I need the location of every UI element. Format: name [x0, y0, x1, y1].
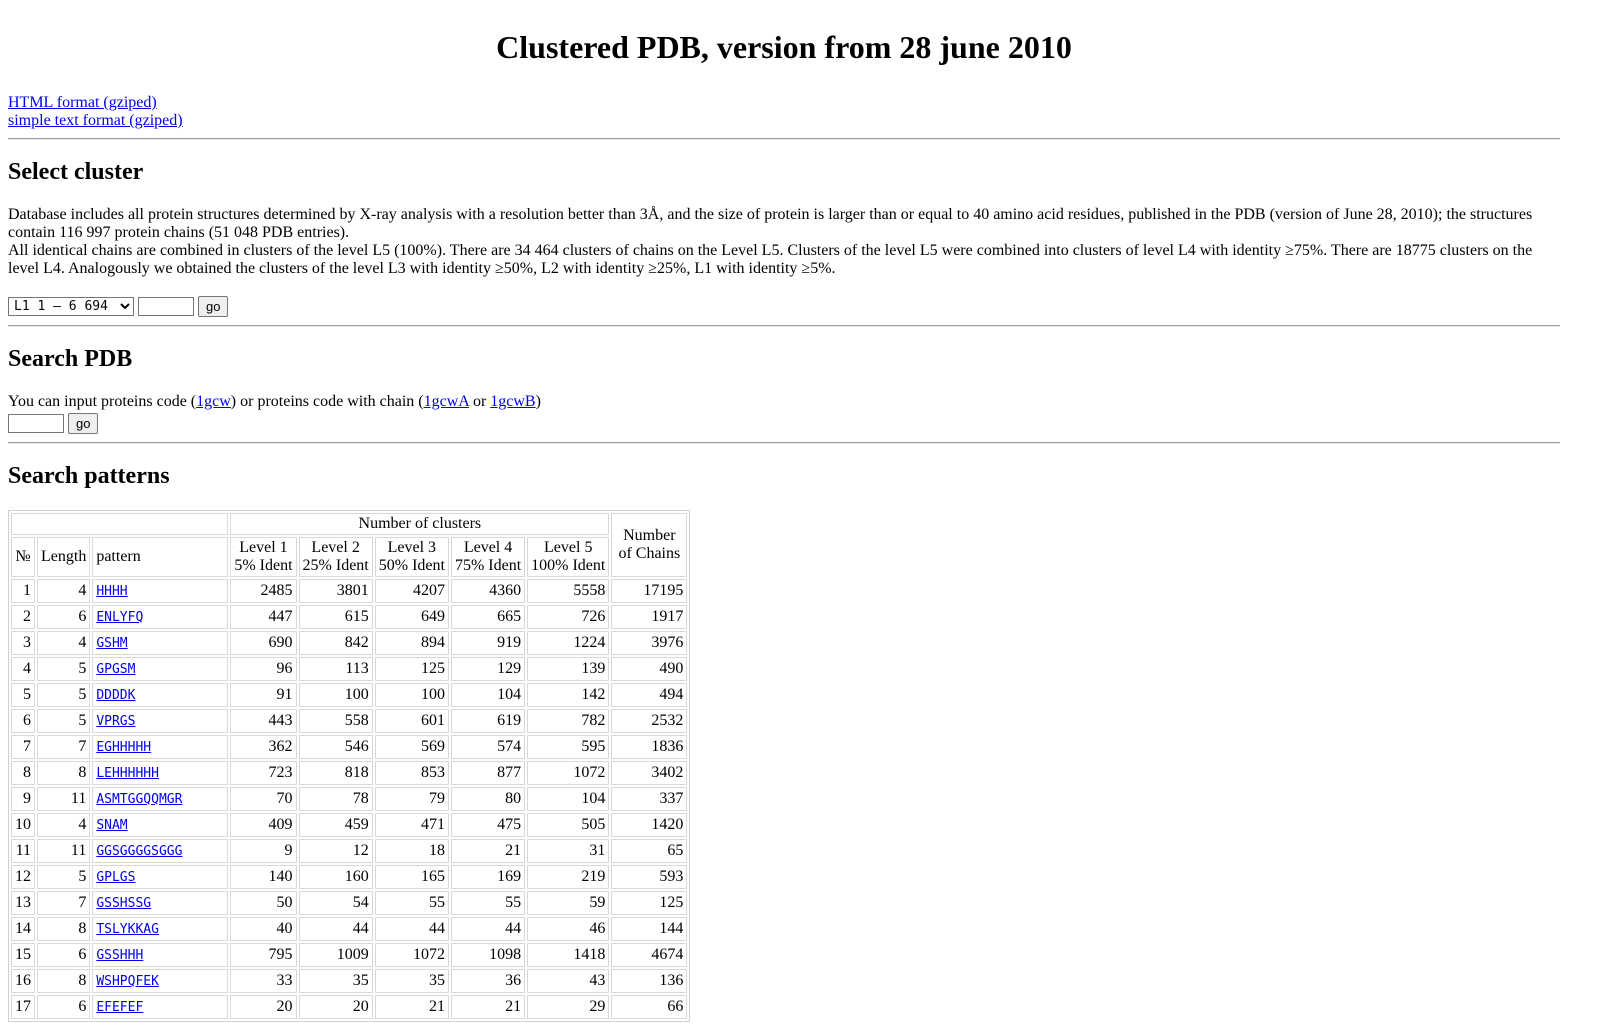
length-cell: 6: [37, 943, 90, 967]
table-row: [11, 579, 687, 603]
cluster-count-cell: 20: [230, 995, 296, 1019]
pattern-link[interactable]: EFEFEF: [96, 999, 144, 1015]
chains-cell: 4674: [611, 943, 687, 967]
header-level-4: Level 4 75% Ident: [451, 537, 525, 577]
row-number-cell: 6: [11, 709, 35, 733]
chains-cell: 136: [611, 969, 687, 993]
cluster-count-cell: 91: [230, 683, 296, 707]
cluster-count-cell: 79: [375, 787, 449, 811]
divider: [8, 325, 1560, 327]
pdb-search-form: [8, 413, 1560, 434]
table-row: [11, 865, 687, 889]
pattern-link[interactable]: HHHH: [96, 583, 128, 599]
table-row: [11, 761, 687, 785]
chains-cell: 17195: [611, 579, 687, 603]
chains-cell: 1420: [611, 813, 687, 837]
table-row: [11, 735, 687, 759]
pattern-link[interactable]: WSHPQFEK: [96, 973, 159, 989]
header-blank: [11, 513, 228, 535]
cluster-count-cell: 4360: [451, 579, 525, 603]
cluster-count-cell: 46: [527, 917, 609, 941]
length-cell: 8: [37, 761, 90, 785]
cluster-count-cell: 50: [230, 891, 296, 915]
pattern-cell: [92, 631, 228, 655]
cluster-count-cell: 44: [375, 917, 449, 941]
cluster-count-cell: 160: [299, 865, 373, 889]
pattern-cell: [92, 813, 228, 837]
hint-text: You can input proteins code (: [8, 393, 197, 410]
row-number-cell: 1: [11, 579, 35, 603]
select-cluster-heading: Select cluster: [8, 159, 144, 185]
cluster-count-cell: 362: [230, 735, 296, 759]
cluster-count-cell: 853: [375, 761, 449, 785]
length-cell: 5: [37, 709, 90, 733]
pattern-cell: [92, 735, 228, 759]
search-patterns-heading: Search patterns: [8, 463, 170, 489]
table-row: [11, 683, 687, 707]
cluster-count-cell: 505: [527, 813, 609, 837]
cluster-count-cell: 475: [451, 813, 525, 837]
pattern-cell: [92, 891, 228, 915]
chains-cell: 2532: [611, 709, 687, 733]
example-link-1gcwA[interactable]: 1gcwA: [423, 393, 469, 410]
chains-cell: 1836: [611, 735, 687, 759]
cluster-count-cell: 43: [527, 969, 609, 993]
cluster-count-cell: 140: [230, 865, 296, 889]
cluster-count-cell: 33: [230, 969, 296, 993]
cluster-level-select[interactable]: [8, 297, 134, 316]
cluster-count-cell: 2485: [230, 579, 296, 603]
cluster-count-cell: 1072: [375, 943, 449, 967]
pattern-link[interactable]: DDDDK: [96, 687, 136, 703]
cluster-count-cell: 1418: [527, 943, 609, 967]
header-pattern: pattern: [92, 537, 228, 577]
cluster-count-cell: 1224: [527, 631, 609, 655]
length-cell: 5: [37, 657, 90, 681]
cluster-count-cell: 723: [230, 761, 296, 785]
cluster-count-cell: 35: [299, 969, 373, 993]
chains-cell: 3976: [611, 631, 687, 655]
pattern-cell: [92, 787, 228, 811]
chains-cell: 65: [611, 839, 687, 863]
chains-cell: 593: [611, 865, 687, 889]
pattern-link[interactable]: GSHM: [96, 635, 128, 651]
cluster-count-cell: 9: [230, 839, 296, 863]
header-level-5: Level 5 100% Ident: [527, 537, 609, 577]
cluster-count-cell: 21: [451, 995, 525, 1019]
cluster-count-cell: 4207: [375, 579, 449, 603]
cluster-count-cell: 1072: [527, 761, 609, 785]
table-row: [11, 891, 687, 915]
cluster-go-button[interactable]: go: [198, 296, 228, 317]
chains-cell: 337: [611, 787, 687, 811]
cluster-count-cell: 40: [230, 917, 296, 941]
header-number-of-clusters: Number of clusters: [230, 513, 609, 535]
cluster-count-cell: 54: [299, 891, 373, 915]
pdb-code-input[interactable]: [8, 414, 64, 433]
pattern-cell: [92, 605, 228, 629]
length-cell: 4: [37, 579, 90, 603]
pattern-link[interactable]: GSSHSSG: [96, 895, 152, 911]
table-row: [11, 709, 687, 733]
cluster-count-cell: 615: [299, 605, 373, 629]
cluster-count-cell: 795: [230, 943, 296, 967]
pattern-link[interactable]: VPRGS: [96, 713, 136, 729]
pdb-go-button[interactable]: go: [68, 413, 98, 434]
row-number-cell: 11: [11, 839, 35, 863]
chains-cell: 1917: [611, 605, 687, 629]
cluster-count-cell: 649: [375, 605, 449, 629]
length-cell: 5: [37, 683, 90, 707]
length-cell: 7: [37, 891, 90, 915]
pattern-cell: [92, 761, 228, 785]
length-cell: 8: [37, 917, 90, 941]
cluster-count-cell: 113: [299, 657, 373, 681]
cluster-number-input[interactable]: [138, 297, 194, 316]
patterns-table: [8, 510, 690, 1022]
download-links: [8, 94, 1560, 130]
cluster-count-cell: 894: [375, 631, 449, 655]
cluster-count-cell: 20: [299, 995, 373, 1019]
cluster-count-cell: 690: [230, 631, 296, 655]
header-no: №: [11, 537, 35, 577]
cluster-count-cell: 569: [375, 735, 449, 759]
cluster-count-cell: 21: [451, 839, 525, 863]
length-cell: 4: [37, 631, 90, 655]
cluster-count-cell: 29: [527, 995, 609, 1019]
cluster-count-cell: 1009: [299, 943, 373, 967]
cluster-count-cell: 169: [451, 865, 525, 889]
cluster-count-cell: 78: [299, 787, 373, 811]
patterns-table-body: [11, 579, 687, 1019]
row-number-cell: 10: [11, 813, 35, 837]
search-pdb-section: [8, 345, 1560, 434]
cluster-count-cell: 18: [375, 839, 449, 863]
cluster-count-cell: 842: [299, 631, 373, 655]
header-level-2: Level 2 25% Ident: [299, 537, 373, 577]
cluster-count-cell: 665: [451, 605, 525, 629]
header-length: Length: [37, 537, 90, 577]
header-number-of-chains: Number of Chains: [611, 513, 687, 577]
row-number-cell: 5: [11, 683, 35, 707]
cluster-count-cell: 142: [527, 683, 609, 707]
cluster-count-cell: 558: [299, 709, 373, 733]
pattern-link[interactable]: ENLYFQ: [96, 609, 144, 625]
hint-text: or: [468, 393, 491, 410]
cluster-count-cell: 574: [451, 735, 525, 759]
cluster-count-cell: 818: [299, 761, 373, 785]
chains-cell: 3402: [611, 761, 687, 785]
search-patterns-section: [8, 462, 1560, 1022]
table-row: [11, 657, 687, 681]
chains-cell: 144: [611, 917, 687, 941]
cluster-count-cell: 55: [375, 891, 449, 915]
divider: [8, 442, 1560, 444]
cluster-count-cell: 35: [375, 969, 449, 993]
cluster-count-cell: 5558: [527, 579, 609, 603]
pattern-link[interactable]: EGHHHHH: [96, 739, 152, 755]
table-row: [11, 969, 687, 993]
chains-cell: 494: [611, 683, 687, 707]
cluster-count-cell: 726: [527, 605, 609, 629]
cluster-count-cell: 129: [451, 657, 525, 681]
cluster-count-cell: 219: [527, 865, 609, 889]
cluster-count-cell: 21: [375, 995, 449, 1019]
pattern-cell: [92, 579, 228, 603]
cluster-count-cell: 443: [230, 709, 296, 733]
cluster-count-cell: 919: [451, 631, 525, 655]
cluster-count-cell: 447: [230, 605, 296, 629]
html-format-link[interactable]: HTML format (gziped): [8, 94, 157, 111]
pattern-link[interactable]: LEHHHHHH: [96, 765, 159, 781]
row-number-cell: 2: [11, 605, 35, 629]
search-pdb-heading: Search PDB: [8, 346, 133, 372]
cluster-count-cell: 100: [299, 683, 373, 707]
cluster-count-cell: 877: [451, 761, 525, 785]
select-cluster-section: [8, 158, 1560, 317]
chains-cell: 125: [611, 891, 687, 915]
pattern-link[interactable]: TSLYKKAG: [96, 921, 159, 937]
cluster-count-cell: 104: [451, 683, 525, 707]
cluster-count-cell: 36: [451, 969, 525, 993]
cluster-count-cell: 12: [299, 839, 373, 863]
text-format-link[interactable]: simple text format (gziped): [8, 112, 183, 129]
cluster-count-cell: 546: [299, 735, 373, 759]
table-row: [11, 787, 687, 811]
pattern-cell: [92, 917, 228, 941]
example-link-1gcwB[interactable]: 1gcwB: [490, 393, 536, 410]
table-row: [11, 605, 687, 629]
cluster-count-cell: 44: [451, 917, 525, 941]
row-number-cell: 7: [11, 735, 35, 759]
length-cell: 6: [37, 605, 90, 629]
length-cell: 11: [37, 839, 90, 863]
pattern-cell: [92, 657, 228, 681]
clustering-description: All identical chains are combined in clusters of the level L5 (100%). There are 34 464 clusters of chains on the Level L5. Clusters of the level L5 were combined into clusters of level L4 with identity ≥75%. There are 18775 clusters on the level L4. Analogously we obtained the clusters of the level L3 with identity ≥50%, L2 with identity ≥25%, L1 with identity ≥5%.: [8, 242, 1533, 277]
cluster-count-cell: 96: [230, 657, 296, 681]
length-cell: 11: [37, 787, 90, 811]
cluster-count-cell: 409: [230, 813, 296, 837]
row-number-cell: 12: [11, 865, 35, 889]
cluster-count-cell: 601: [375, 709, 449, 733]
cluster-count-cell: 471: [375, 813, 449, 837]
pattern-link[interactable]: GPLGS: [96, 869, 136, 885]
cluster-count-cell: 70: [230, 787, 296, 811]
example-link-1gcw[interactable]: 1gcw: [196, 393, 231, 410]
pattern-cell: [92, 683, 228, 707]
pattern-link[interactable]: SNAM: [96, 817, 128, 833]
row-number-cell: 4: [11, 657, 35, 681]
row-number-cell: 8: [11, 761, 35, 785]
table-row: [11, 943, 687, 967]
table-row: [11, 631, 687, 655]
cluster-count-cell: 55: [451, 891, 525, 915]
pattern-link[interactable]: GPGSM: [96, 661, 136, 677]
cluster-count-cell: 125: [375, 657, 449, 681]
pattern-cell: [92, 943, 228, 967]
row-number-cell: 13: [11, 891, 35, 915]
table-row: [11, 995, 687, 1019]
row-number-cell: 14: [11, 917, 35, 941]
divider: [8, 138, 1560, 140]
pattern-link[interactable]: GGSGGGGSGGG: [96, 843, 183, 859]
header-level-1: Level 1 5% Ident: [230, 537, 296, 577]
cluster-count-cell: 1098: [451, 943, 525, 967]
cluster-count-cell: 31: [527, 839, 609, 863]
row-number-cell: 3: [11, 631, 35, 655]
cluster-count-cell: 100: [375, 683, 449, 707]
pattern-cell: [92, 865, 228, 889]
cluster-count-cell: 104: [527, 787, 609, 811]
length-cell: 7: [37, 735, 90, 759]
row-number-cell: 15: [11, 943, 35, 967]
hint-text: ): [535, 393, 541, 410]
length-cell: 8: [37, 969, 90, 993]
header-level-3: Level 3 50% Ident: [375, 537, 449, 577]
pattern-cell: [92, 709, 228, 733]
row-number-cell: 9: [11, 787, 35, 811]
row-number-cell: 16: [11, 969, 35, 993]
pattern-cell: [92, 995, 228, 1019]
cluster-count-cell: 44: [299, 917, 373, 941]
cluster-count-cell: 459: [299, 813, 373, 837]
cluster-form: [8, 296, 1560, 317]
table-row: [11, 813, 687, 837]
length-cell: 5: [37, 865, 90, 889]
database-description: Database includes all protein structures determined by X-ray analysis with a resolution better than 3Å, and the size of protein is larger than or equal to 40 amino acid residues, published in the PDB (version of June 28, 2010); the structures contain 116 997 protein chains (51 048 PDB entries).: [8, 206, 1533, 241]
page-title: Clustered PDB, version from 28 june 2010: [496, 29, 1072, 65]
cluster-count-cell: 139: [527, 657, 609, 681]
pattern-link[interactable]: ASMTGGQQMGR: [96, 791, 183, 807]
cluster-count-cell: 619: [451, 709, 525, 733]
cluster-count-cell: 59: [527, 891, 609, 915]
search-pdb-hint: [8, 393, 1560, 411]
cluster-count-cell: 595: [527, 735, 609, 759]
pattern-cell: [92, 839, 228, 863]
table-row: [11, 839, 687, 863]
pattern-cell: [92, 969, 228, 993]
chains-cell: 490: [611, 657, 687, 681]
length-cell: 4: [37, 813, 90, 837]
chains-cell: 66: [611, 995, 687, 1019]
row-number-cell: 17: [11, 995, 35, 1019]
cluster-count-cell: 3801: [299, 579, 373, 603]
pattern-link[interactable]: GSSHHH: [96, 947, 144, 963]
cluster-count-cell: 80: [451, 787, 525, 811]
cluster-count-cell: 165: [375, 865, 449, 889]
table-row: [11, 917, 687, 941]
hint-text: ) or proteins code with chain (: [230, 393, 424, 410]
length-cell: 6: [37, 995, 90, 1019]
cluster-count-cell: 782: [527, 709, 609, 733]
